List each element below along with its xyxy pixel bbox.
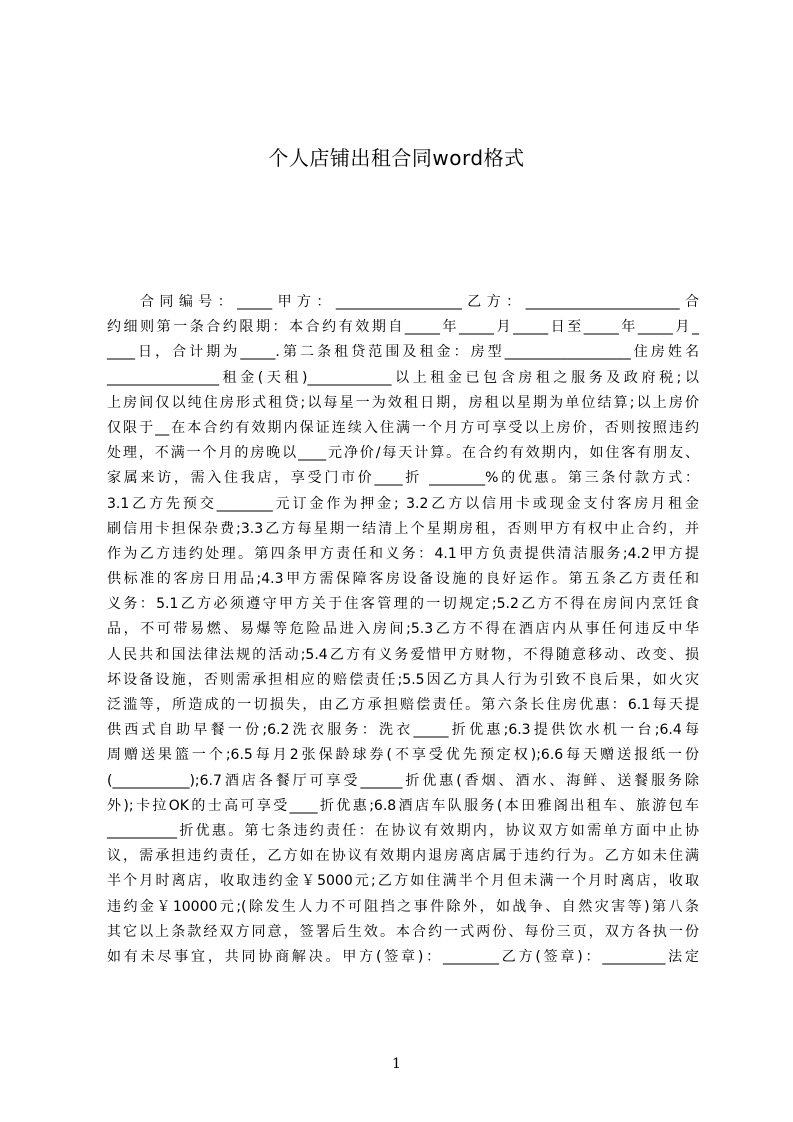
body-line: __________折优惠。第七条违约责任：在协议有效期内，协议双方如需单方面中止协: [107, 822, 699, 839]
body-line: 家属来访，需入住我店，享受门市价____折 ________%的优惠。第三条付款方式：: [107, 470, 699, 487]
body-line: 泛滥等，所造成的一切损失，由乙方承担赔偿责任。第六条长住房优惠：6.1每天提: [107, 697, 699, 713]
page-number: 1: [392, 1056, 401, 1072]
body-line: 3.1乙方先预交________元订金作为押金; 3.2乙方以信用卡或现金支付客房月租金: [107, 495, 699, 512]
body-line: ________________租金(天租)____________以上租金已包含房租之服务及政府税;以: [107, 369, 699, 386]
body-line: 供西式自助早餐一份;6.2洗衣服务：洗衣_____折优惠;6.3提供饮水机一台;6.4每: [107, 722, 699, 739]
body-line: (___________);6.7酒店各餐厅可享受______折优惠(香烟、酒水、海鲜、送餐服务除: [107, 772, 699, 789]
body-line: 合同编号：_____甲方：__________________乙方：______________________合: [140, 294, 699, 310]
body-line: 人民共和国法律法规的活动;5.4乙方有义务爱惜甲方财物，不得随意移动、改变、损: [107, 646, 699, 663]
body-line: 处理，不满一个月的房晚以____元净价/每天计算。在合约有效期内，如住客有朋友、: [107, 445, 699, 462]
body-line: 其它以上条款经双方同意，签署后生效。本合约一式两份、每份三页，双方各执一份: [107, 923, 699, 940]
body-line: 作为乙方违约处理。第四条甲方责任和义务：4.1甲方负责提供清洁服务;4.2甲方提: [107, 545, 699, 562]
body-line: 刷信用卡担保杂费;3.3乙方每星期一结清上个星期房租，否则甲方有权中止合约，并: [107, 520, 699, 537]
body-line: 议，需承担违约责任，乙方如在协议有效期内退房离店属于违约行为。乙方如未住满: [107, 848, 699, 865]
body-line: 周赠送果篮一个;6.5每月2张保龄球券(不享受优先预定权);6.6每天赠送报纸一份: [107, 747, 699, 764]
body-line: 仅限于__在本合约有效期内保证连续入住满一个月方可享受以上房价，否则按照违约: [107, 419, 699, 436]
body-line: 约细则第一条合约限期：本合约有效期自_____年_____月_____日至_____年_____月_: [107, 319, 699, 336]
body-line: 品，不可带易燃、易爆等危险品进入房间;5.3乙方不得在酒店内从事任何违反中华: [107, 621, 699, 638]
body-line: 半个月时离店，收取违约金￥5000元;乙方如住满半个月但未满一个月时离店，收取: [107, 873, 699, 890]
page-title: 个人店铺出租合同word格式: [268, 146, 525, 170]
body-line: 供标准的客房日用品;4.3甲方需保障客房设备设施的良好运作。第五条乙方责任和: [107, 571, 699, 588]
body-line: 坏设备设施，否则需承担相应的赔偿责任;5.5因乙方具人行为引致不良后果，如火灾: [107, 671, 699, 688]
body-line: 如有未尽事宜，共同协商解决。甲方(签章)：________乙方(签章)：_________法定: [107, 948, 699, 965]
body-line: 违约金￥10000元;(除发生人力不可阻挡之事件除外，如战争、自然灾害等)第八条: [107, 898, 699, 915]
contract-body: [107, 290, 699, 965]
body-line: 外);卡拉OK的士高可享受____折优惠;6.8酒店车队服务(本田雅阁出租车、旅游包车: [107, 797, 699, 814]
body-line: 上房间仅以纯住房形式租贷;以每星一为效租日期，房租以星期为单位结算;以上房价: [107, 394, 699, 411]
body-line: ____日，合计期为_____.第二条租贷范围及租金：房型__________________住房姓名: [107, 344, 699, 361]
body-line: 义务：5.1乙方必须遵守甲方关于住客管理的一切规定;5.2乙方不得在房间内烹饪食: [107, 596, 699, 613]
